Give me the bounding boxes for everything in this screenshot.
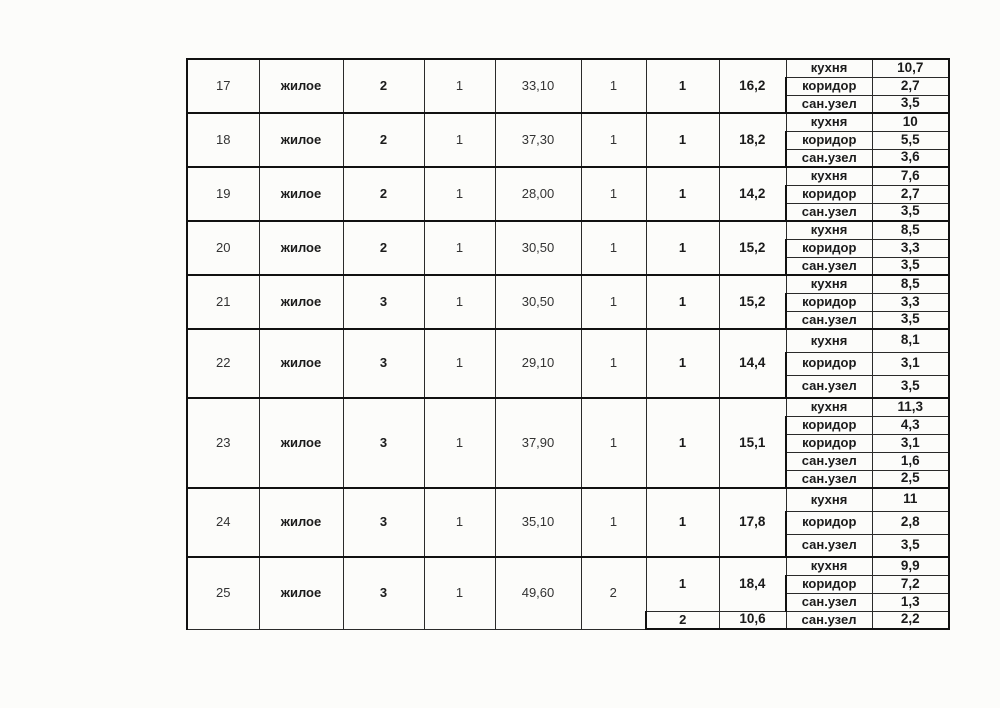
auxiliary-room-area: 8,5 xyxy=(872,275,949,293)
auxiliary-room-area: 3,6 xyxy=(872,149,949,167)
total-area: 30,50 xyxy=(495,275,581,329)
premises-type: жилое xyxy=(259,113,343,167)
premises-type: жилое xyxy=(259,275,343,329)
column-4-value: 1 xyxy=(424,557,495,629)
auxiliary-room-area: 2,7 xyxy=(872,77,949,95)
auxiliary-room-area: 2,8 xyxy=(872,511,949,534)
room-number: 1 xyxy=(646,557,719,611)
total-area: 35,10 xyxy=(495,488,581,557)
auxiliary-room-name: сан.узел xyxy=(786,257,872,275)
auxiliary-room-area: 3,1 xyxy=(872,352,949,375)
auxiliary-room-name: кухня xyxy=(786,113,872,131)
rooms-count: 2 xyxy=(581,557,646,629)
floor-value: 3 xyxy=(343,329,424,398)
auxiliary-room-area: 7,6 xyxy=(872,167,949,185)
auxiliary-room-area: 3,3 xyxy=(872,239,949,257)
auxiliary-room-name: кухня xyxy=(786,221,872,239)
table-row xyxy=(187,59,949,77)
auxiliary-room-name: коридор xyxy=(786,352,872,375)
floor-value: 3 xyxy=(343,275,424,329)
apartment-number: 22 xyxy=(187,329,259,398)
premises-type: жилое xyxy=(259,329,343,398)
living-area: 14,2 xyxy=(719,167,786,221)
auxiliary-room-name: сан.узел xyxy=(786,95,872,113)
auxiliary-room-area: 3,5 xyxy=(872,95,949,113)
rooms-count: 1 xyxy=(581,275,646,329)
apartment-number: 20 xyxy=(187,221,259,275)
auxiliary-room-name: кухня xyxy=(786,329,872,352)
auxiliary-room-name: сан.узел xyxy=(786,375,872,398)
living-area: 15,1 xyxy=(719,398,786,488)
premises-type: жилое xyxy=(259,488,343,557)
auxiliary-room-area: 3,5 xyxy=(872,311,949,329)
room-number: 1 xyxy=(646,221,719,275)
premises-type: жилое xyxy=(259,398,343,488)
auxiliary-room-name: сан.узел xyxy=(786,452,872,470)
apartment-number: 25 xyxy=(187,557,259,629)
rooms-count: 1 xyxy=(581,329,646,398)
floor-value: 2 xyxy=(343,59,424,113)
table-row xyxy=(187,557,949,575)
auxiliary-room-area: 1,3 xyxy=(872,593,949,611)
column-4-value: 1 xyxy=(424,275,495,329)
auxiliary-room-area: 5,5 xyxy=(872,131,949,149)
living-area: 15,2 xyxy=(719,221,786,275)
total-area: 33,10 xyxy=(495,59,581,113)
floor-value: 3 xyxy=(343,398,424,488)
auxiliary-room-area: 8,1 xyxy=(872,329,949,352)
auxiliary-room-name: коридор xyxy=(786,511,872,534)
auxiliary-room-area: 2,7 xyxy=(872,185,949,203)
column-4-value: 1 xyxy=(424,167,495,221)
auxiliary-room-area: 3,5 xyxy=(872,375,949,398)
apartment-number: 24 xyxy=(187,488,259,557)
auxiliary-room-area: 10 xyxy=(872,113,949,131)
auxiliary-room-name: коридор xyxy=(786,416,872,434)
rooms-count: 1 xyxy=(581,113,646,167)
auxiliary-room-area: 9,9 xyxy=(872,557,949,575)
rooms-count: 1 xyxy=(581,221,646,275)
room-number: 1 xyxy=(646,275,719,329)
column-4-value: 1 xyxy=(424,221,495,275)
auxiliary-room-name: сан.узел xyxy=(786,470,872,488)
apartment-number: 21 xyxy=(187,275,259,329)
total-area: 30,50 xyxy=(495,221,581,275)
apartment-number: 18 xyxy=(187,113,259,167)
apartment-number: 19 xyxy=(187,167,259,221)
table-row xyxy=(187,275,949,293)
rooms-count: 1 xyxy=(581,59,646,113)
auxiliary-room-area: 11,3 xyxy=(872,398,949,416)
auxiliary-room-area: 11 xyxy=(872,488,949,511)
auxiliary-room-area: 4,3 xyxy=(872,416,949,434)
living-area: 17,8 xyxy=(719,488,786,557)
total-area: 29,10 xyxy=(495,329,581,398)
column-4-value: 1 xyxy=(424,59,495,113)
auxiliary-room-name: кухня xyxy=(786,275,872,293)
auxiliary-room-name: коридор xyxy=(786,239,872,257)
auxiliary-room-name: кухня xyxy=(786,59,872,77)
floor-value: 2 xyxy=(343,221,424,275)
living-area: 18,2 xyxy=(719,113,786,167)
auxiliary-room-area: 8,5 xyxy=(872,221,949,239)
table-row xyxy=(187,221,949,239)
auxiliary-room-area: 1,6 xyxy=(872,452,949,470)
auxiliary-room-name: кухня xyxy=(786,557,872,575)
auxiliary-room-name: сан.узел xyxy=(786,149,872,167)
apartment-number: 23 xyxy=(187,398,259,488)
auxiliary-room-name: коридор xyxy=(786,575,872,593)
rooms-count: 1 xyxy=(581,167,646,221)
auxiliary-room-name: коридор xyxy=(786,293,872,311)
auxiliary-room-area: 3,5 xyxy=(872,257,949,275)
room-number: 1 xyxy=(646,488,719,557)
auxiliary-room-name: коридор xyxy=(786,131,872,149)
auxiliary-room-name: коридор xyxy=(786,77,872,95)
auxiliary-room-area: 3,3 xyxy=(872,293,949,311)
auxiliary-room-name: сан.узел xyxy=(786,534,872,557)
auxiliary-room-area: 3,5 xyxy=(872,534,949,557)
auxiliary-room-area: 7,2 xyxy=(872,575,949,593)
living-area: 15,2 xyxy=(719,275,786,329)
column-4-value: 1 xyxy=(424,329,495,398)
living-area: 16,2 xyxy=(719,59,786,113)
auxiliary-room-name: коридор xyxy=(786,434,872,452)
total-area: 37,90 xyxy=(495,398,581,488)
room-number: 1 xyxy=(646,167,719,221)
auxiliary-room-name: сан.узел xyxy=(786,593,872,611)
auxiliary-room-area: 3,5 xyxy=(872,203,949,221)
premises-type: жилое xyxy=(259,167,343,221)
living-area: 18,4 xyxy=(719,557,786,611)
table-row xyxy=(187,329,949,352)
column-4-value: 1 xyxy=(424,398,495,488)
table-row xyxy=(187,167,949,185)
auxiliary-room-area: 3,1 xyxy=(872,434,949,452)
apartment-number: 17 xyxy=(187,59,259,113)
column-4-value: 1 xyxy=(424,113,495,167)
column-4-value: 1 xyxy=(424,488,495,557)
auxiliary-room-name: кухня xyxy=(786,398,872,416)
total-area: 28,00 xyxy=(495,167,581,221)
floor-value: 3 xyxy=(343,488,424,557)
room-number: 1 xyxy=(646,329,719,398)
auxiliary-room-name: сан.узел xyxy=(786,203,872,221)
room-number: 2 xyxy=(646,611,719,629)
auxiliary-room-name: кухня xyxy=(786,488,872,511)
living-area: 10,6 xyxy=(719,611,786,629)
auxiliary-room-name: коридор xyxy=(786,185,872,203)
premises-type: жилое xyxy=(259,557,343,629)
apartment-register-table xyxy=(186,58,950,630)
table-row xyxy=(187,398,949,416)
total-area: 49,60 xyxy=(495,557,581,629)
room-number: 1 xyxy=(646,113,719,167)
auxiliary-room-area: 2,5 xyxy=(872,470,949,488)
room-number: 1 xyxy=(646,398,719,488)
auxiliary-room-name: сан.узел xyxy=(786,311,872,329)
floor-value: 2 xyxy=(343,113,424,167)
rooms-count: 1 xyxy=(581,488,646,557)
auxiliary-room-area: 2,2 xyxy=(872,611,949,629)
floor-value: 3 xyxy=(343,557,424,629)
auxiliary-room-name: кухня xyxy=(786,167,872,185)
living-area: 14,4 xyxy=(719,329,786,398)
table-row xyxy=(187,113,949,131)
auxiliary-room-area: 10,7 xyxy=(872,59,949,77)
floor-value: 2 xyxy=(343,167,424,221)
total-area: 37,30 xyxy=(495,113,581,167)
table-row xyxy=(187,488,949,511)
auxiliary-room-name: сан.узел xyxy=(786,611,872,629)
premises-type: жилое xyxy=(259,221,343,275)
room-number: 1 xyxy=(646,59,719,113)
premises-type: жилое xyxy=(259,59,343,113)
rooms-count: 1 xyxy=(581,398,646,488)
